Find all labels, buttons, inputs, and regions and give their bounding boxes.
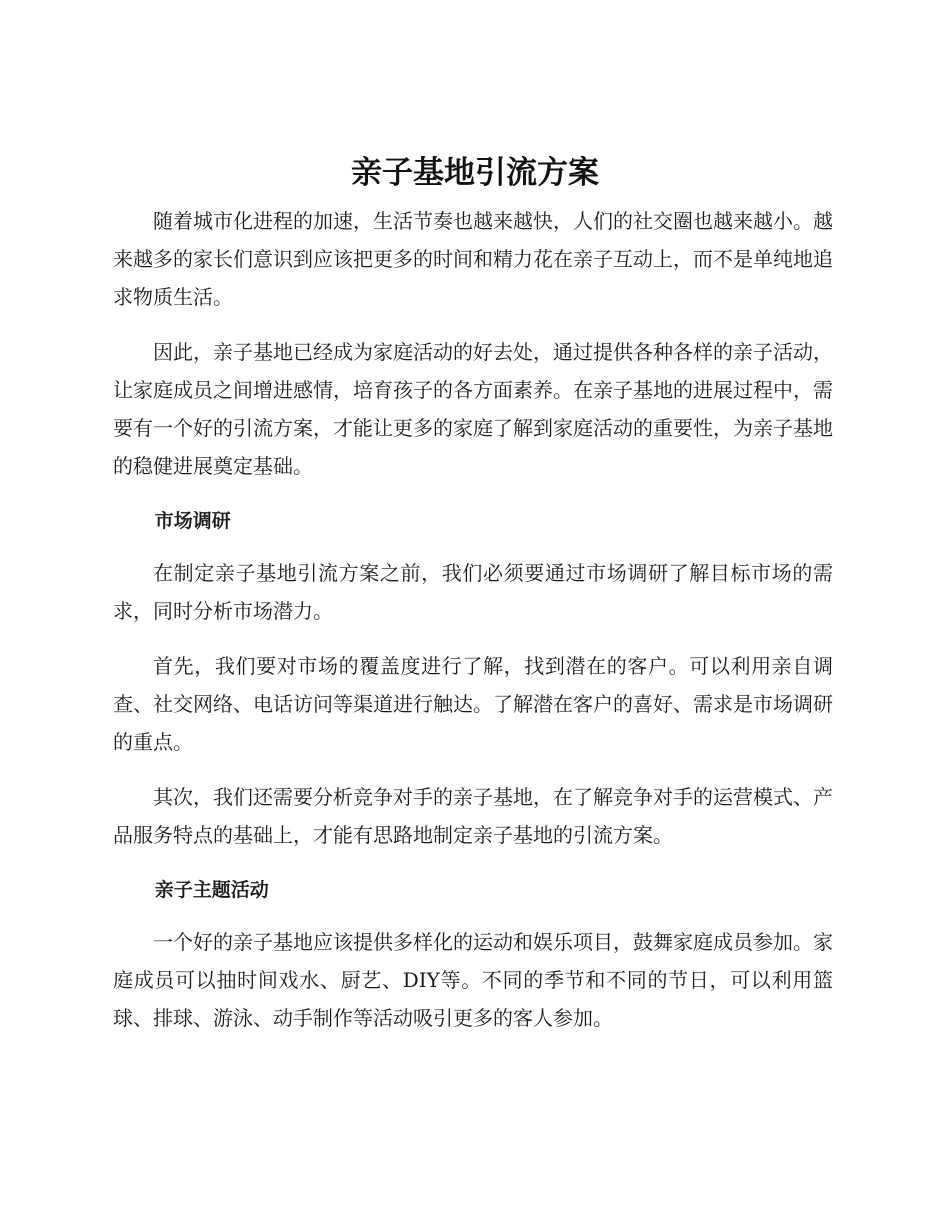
section-paragraph: 首先，我们要对市场的覆盖度进行了解，找到潜在的客户。可以利用亲自调查、社交网络、电话访问等渠道进行触达。了解潜在客户的喜好、需求是市场调研的重点。 bbox=[113, 654, 833, 754]
section-paragraph: 在制定亲子基地引流方案之前，我们必须要通过市场调研了解目标市场的需求，同时分析市场潜力。 bbox=[113, 561, 833, 623]
intro-paragraph: 因此，亲子基地已经成为家庭活动的好去处，通过提供各种各样的亲子活动，让家庭成员之间增进感情，培育孩子的各方面素养。在亲子基地的进展过程中，需要有一个好的引流方案，才能让更多的家庭了解到家庭活动的重要性，为亲子基地的稳健进展奠定基础。 bbox=[113, 340, 833, 478]
intro-paragraph: 随着城市化进程的加速，生活节奏也越来越快，人们的社交圈也越来越小。越来越多的家长们意识到应该把更多的时间和精力花在亲子互动上，而不是单纯地追求物质生活。 bbox=[113, 209, 833, 309]
section-paragraph: 其次，我们还需要分析竞争对手的亲子基地，在了解竞争对手的运营模式、产品服务特点的基础上，才能有思路地制定亲子基地的引流方案。 bbox=[113, 785, 833, 847]
section-paragraph: 一个好的亲子基地应该提供多样化的运动和娱乐项目，鼓舞家庭成员参加。家庭成员可以抽时间戏水、厨艺、DIY等。不同的季节和不同的节日，可以利用篮球、排球、游泳、动手制作等活动吸引更多的客人参加。 bbox=[113, 930, 833, 1030]
document-title: 亲子基地引流方案 bbox=[351, 155, 599, 191]
document-body bbox=[113, 202, 833, 1054]
section-heading-themed-activities: 亲子主题活动 bbox=[154, 879, 269, 901]
section-heading-market-research: 市场调研 bbox=[154, 510, 231, 532]
